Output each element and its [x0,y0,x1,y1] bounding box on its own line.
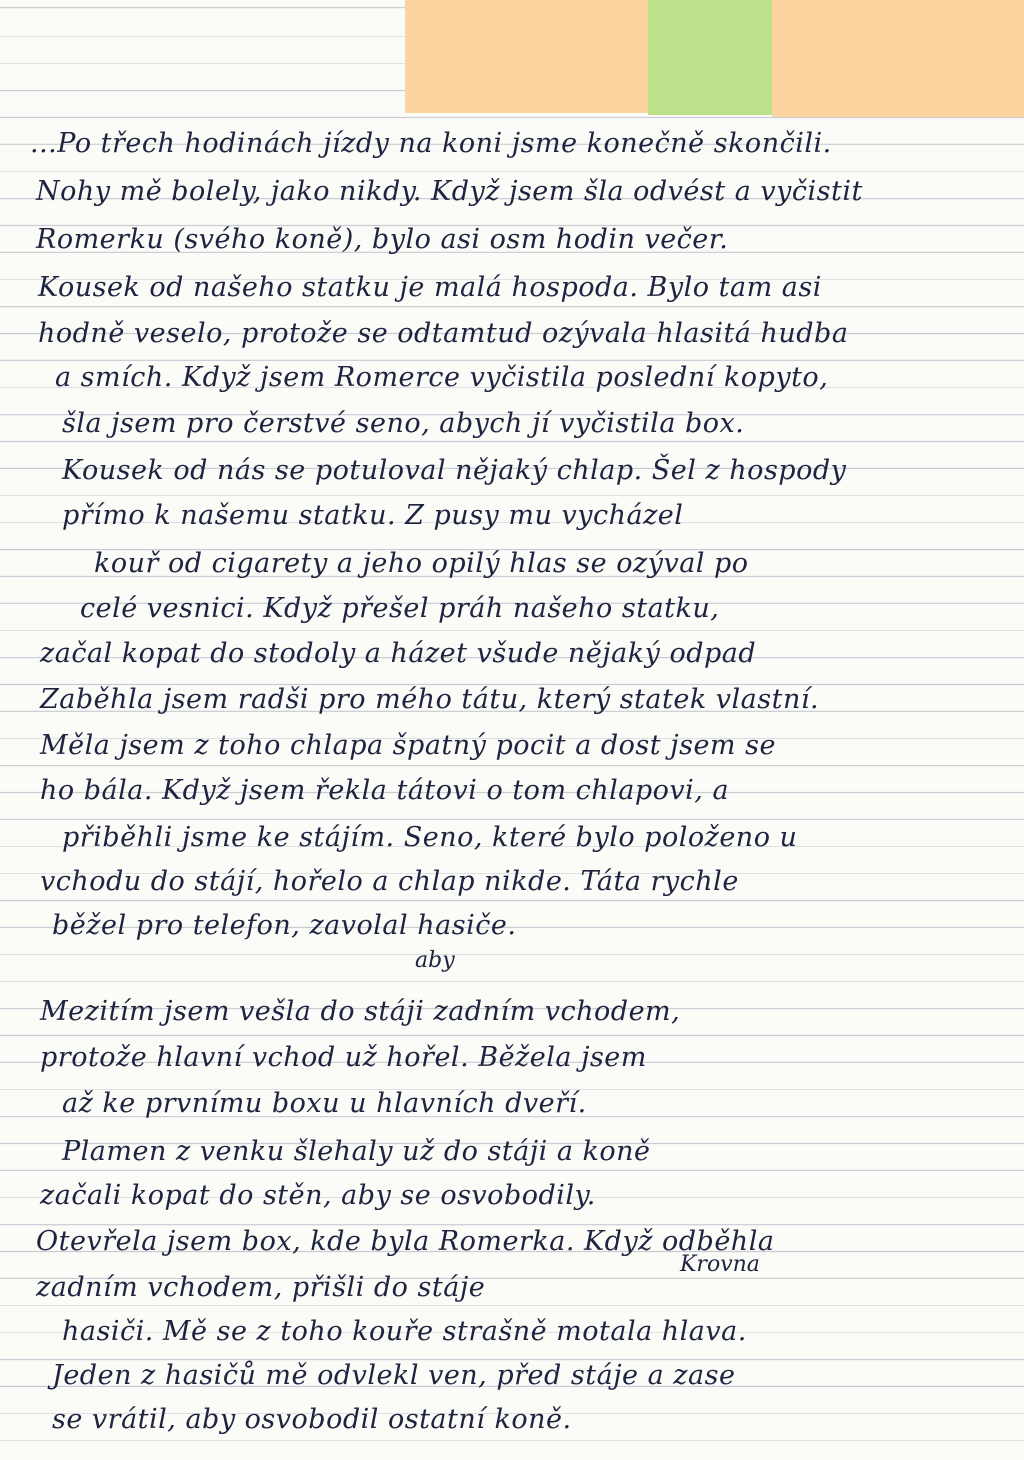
text-line: Mezitím jsem vešla do stáji zadním vchodem, [40,996,681,1027]
text-line: zadním vchodem, přišli do stáje [36,1272,486,1303]
text-line: běžel pro telefon, zavolal hasiče. [52,910,517,941]
text-line: se vrátil, aby osvobodil ostatní koně. [52,1404,572,1435]
text-line: Zaběhla jsem radši pro mého tátu, který statek vlastní. [40,684,820,715]
text-line: hodně veselo, protože se odtamtud ozývala hlasitá hudba [38,318,849,349]
text-line: hasiči. Mě se z toho kouře strašně motala hlava. [62,1316,747,1347]
text-line: začali kopat do stěn, aby se osvobodily. [40,1180,596,1211]
text-line: celé vesnici. Když přešel práh našeho statku, [80,593,720,624]
insertion-note: Krovna [680,1252,760,1277]
text-line: Měla jsem z toho chlapa špatný pocit a dost jsem se [40,730,776,761]
text-line: vchodu do stájí, hořelo a chlap nikde. Táta rychle [40,866,739,897]
text-line: Plamen z venku šlehaly už do stáji a koně [62,1136,651,1167]
text-line: Kousek od nás se potuloval nějaký chlap. Šel z hospody [62,455,847,486]
insertion-note: aby [415,948,455,973]
text-line: a smích. Když jsem Romerce vyčistila poslední kopyto, [55,362,829,393]
text-line: Kousek od našeho statku je malá hospoda. Bylo tam asi [38,272,822,303]
text-line: až ke prvnímu boxu u hlavních dveří. [62,1088,587,1119]
text-line: začal kopat do stodoly a házet všude nějaký odpad [40,638,757,669]
text-line: přímo k našemu statku. Z pusy mu vycházel [62,500,684,531]
text-line: Nohy mě bolely, jako nikdy. Když jsem šla odvést a vyčistit [36,176,863,207]
text-line: přiběhli jsme ke stájím. Seno, které bylo položeno u [62,822,798,853]
text-line: ho bála. Když jsem řekla tátovi o tom chlapovi, a [40,775,730,806]
text-line: ...Po třech hodinách jízdy na koni jsme konečně skončili. [30,128,832,159]
text-line: Otevřela jsem box, kde byla Romerka. Když odběhla [36,1226,775,1257]
text-line: Romerku (svého koně), bylo asi osm hodin večer. [36,224,729,255]
text-line: kouř od cigarety a jeho opilý hlas se ozýval po [94,548,749,579]
text-line: šla jsem pro čerstvé seno, abych jí vyčistila box. [62,408,745,439]
text-line: Jeden z hasičů mě odvlekl ven, před stáje a zase [52,1360,736,1391]
text-line: protože hlavní vchod už hořel. Běžela jsem [40,1042,647,1073]
